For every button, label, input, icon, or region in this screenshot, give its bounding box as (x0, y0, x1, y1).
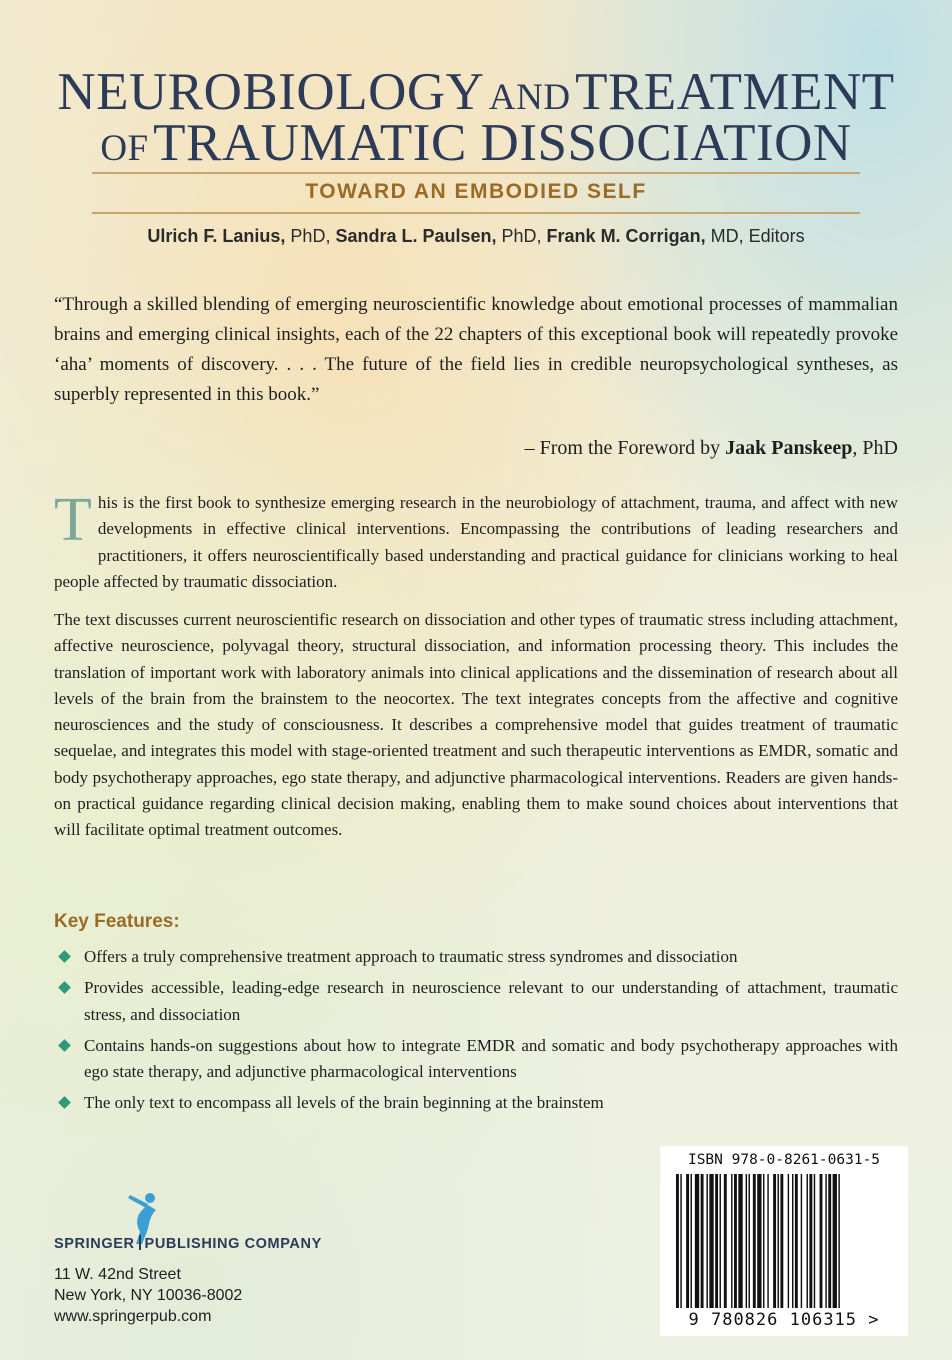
feature-text: Provides accessible, leading-edge research in neuroscience relevant to our understanding of attachment, traumatic stress, and dissociation (84, 978, 898, 1024)
barcode-bar (724, 1174, 727, 1308)
barcode-bar (825, 1174, 826, 1308)
diamond-bullet-icon (58, 1039, 71, 1052)
key-features-heading: Key Features: (54, 911, 180, 932)
barcode-bar (715, 1174, 718, 1308)
title-line-2 (0, 114, 952, 172)
paragraph-1-text: his is the first book to synthesize emerging research in the neurobiology of attachment, trauma, and affect with new developments in effective clinical interventions. Encompassing the contributions of leading researchers and practitioners, it offers neuroscientifically based understanding and practical guidance for clinicians working to heal people affected by traumatic dissociation. (54, 493, 898, 591)
barcode-bar (833, 1174, 837, 1308)
foreword-quote: “Through a skilled blending of emerging neuroscientific knowledge about emotional processes of mammalian brains and emerging clinical insights, each of the 22 chapters of this exceptional book will repeatedly provoke ‘aha’ moments of discovery. . . . The future of the field lies in credible neuropsychological syntheses, as superbly represented in this book.” (54, 294, 898, 405)
diamond-bullet-icon (58, 981, 71, 994)
publisher-name-part-2: PUBLISHING COMPANY (144, 1236, 322, 1252)
barcode-bar (767, 1174, 768, 1308)
barcode-bar (773, 1174, 776, 1308)
barcode-bar (757, 1174, 761, 1308)
barcode-bar (763, 1174, 764, 1308)
drop-cap: T (54, 486, 92, 554)
diamond-bullet-icon (58, 1097, 71, 1110)
barcode-bar (828, 1174, 831, 1308)
publisher-city: New York, NY 10036-8002 (54, 1287, 243, 1304)
barcode-bar (738, 1174, 742, 1308)
title-word-of: OF (100, 128, 149, 169)
foreword-suffix: , PhD (852, 437, 898, 459)
foreword-prefix: – From the Foreword by (524, 437, 726, 459)
feature-text: Offers a truly comprehensive treatment approach to traumatic stress syndromes and dissociation (84, 947, 738, 966)
editor-degree-2: PhD, (496, 226, 547, 246)
barcode-bar (753, 1174, 756, 1308)
barcode-bar (676, 1174, 679, 1308)
key-features-list (54, 944, 898, 1117)
barcode-bar (807, 1174, 808, 1308)
diamond-bullet-icon (58, 950, 71, 963)
barcode-bar (788, 1174, 789, 1308)
barcode-bar (734, 1174, 737, 1308)
publisher-website: www.springerpub.com (54, 1308, 212, 1325)
isbn-number: ISBN 978-0-8261-0631-5 (687, 1152, 881, 1168)
barcode-bar (746, 1174, 747, 1308)
barcode-bar (686, 1174, 689, 1308)
subtitle-top-rule (92, 172, 860, 174)
publisher-street: 11 W. 42nd Street (54, 1266, 181, 1283)
barcode-bar (720, 1174, 721, 1308)
barcode-bar (820, 1174, 823, 1308)
editor-degree-1: PhD, (285, 226, 336, 246)
title-line-1 (0, 63, 952, 121)
publisher-divider (139, 1235, 141, 1250)
barcode-bars (672, 1174, 896, 1308)
barcode-bar (749, 1174, 750, 1308)
publisher-logo (54, 1235, 322, 1252)
barcode-digits: 9 780826 106315 > (688, 1310, 880, 1330)
publisher-name-part-1: SPRINGER (54, 1236, 135, 1252)
barcode-bar (795, 1174, 798, 1308)
barcode-bar (701, 1174, 704, 1308)
barcode-bar (695, 1174, 699, 1308)
title-word-treatment: TREATMENT (575, 63, 895, 121)
barcode-bar (680, 1174, 681, 1308)
editor-name-1: Ulrich F. Lanius, (147, 226, 286, 246)
barcode-bar (801, 1174, 802, 1308)
editor-degree-3: MD, Editors (705, 226, 805, 246)
feature-item (54, 975, 898, 1028)
isbn-barcode (660, 1146, 908, 1336)
barcode-bar (814, 1174, 815, 1308)
barcode-bar (706, 1174, 707, 1308)
foreword-attribution (54, 437, 898, 460)
barcode-bar (709, 1174, 713, 1308)
feature-text: Contains hands-on suggestions about how to integrate EMDR and somatic and body psychotherapy approaches with ego state therapy, and adjunctive pharmacological interventions (84, 1035, 898, 1082)
title-word-neurobiology: NEUROBIOLOGY (57, 63, 485, 121)
barcode-bar (731, 1174, 732, 1308)
editors-line (0, 226, 952, 247)
feature-item (54, 944, 898, 970)
feature-item (54, 1033, 898, 1086)
editor-name-2: Sandra L. Paulsen, (335, 226, 497, 246)
description-paragraph-1 (54, 486, 898, 595)
barcode-bar (780, 1174, 783, 1308)
description-paragraph-2: The text discusses current neuroscientific research on dissociation and other types of traumatic stress including attachment, affective neuroscience, polyvagal theory, structural dissociation, and information processing theory. This includes the translation of important work with laboratory animals into clinical applications and the dissemination of research about all levels of the brain from the brainstem to the neocortex. The text integrates concepts from the affective and cognitive neurosciences and the study of consciousness. It describes a comprehensive model that guides treatment of traumatic sequelae, and integrates this model with stage-oriented treatment and such therapeutic interventions as EMDR, somatic and body psychotherapy approaches, ego state therapy, and adjunctive pharmacological interventions. Readers are given hands-on practical guidance regarding clinical decision making, enabling them to make sound choices about interventions that will facilitate optimal treatment outcomes. (54, 610, 898, 840)
subtitle-bottom-rule (92, 212, 860, 214)
subtitle: TOWARD AN EMBODIED SELF (305, 180, 647, 203)
foreword-author: Jaak Panskeep (725, 437, 853, 459)
editor-name-3: Frank M. Corrigan, (546, 226, 706, 246)
barcode-bar (778, 1174, 779, 1308)
title-word-and: AND (488, 77, 571, 118)
barcode-bar (792, 1174, 793, 1308)
barcode-bar (838, 1174, 839, 1308)
feature-text: The only text to encompass all levels of the brain beginning at the brainstem (84, 1093, 604, 1113)
barcode-bar (691, 1174, 692, 1308)
barcode-bar (809, 1174, 812, 1308)
feature-item (54, 1090, 898, 1116)
title-words-traumatic-dissociation: TRAUMATIC DISSOCIATION (153, 114, 852, 172)
